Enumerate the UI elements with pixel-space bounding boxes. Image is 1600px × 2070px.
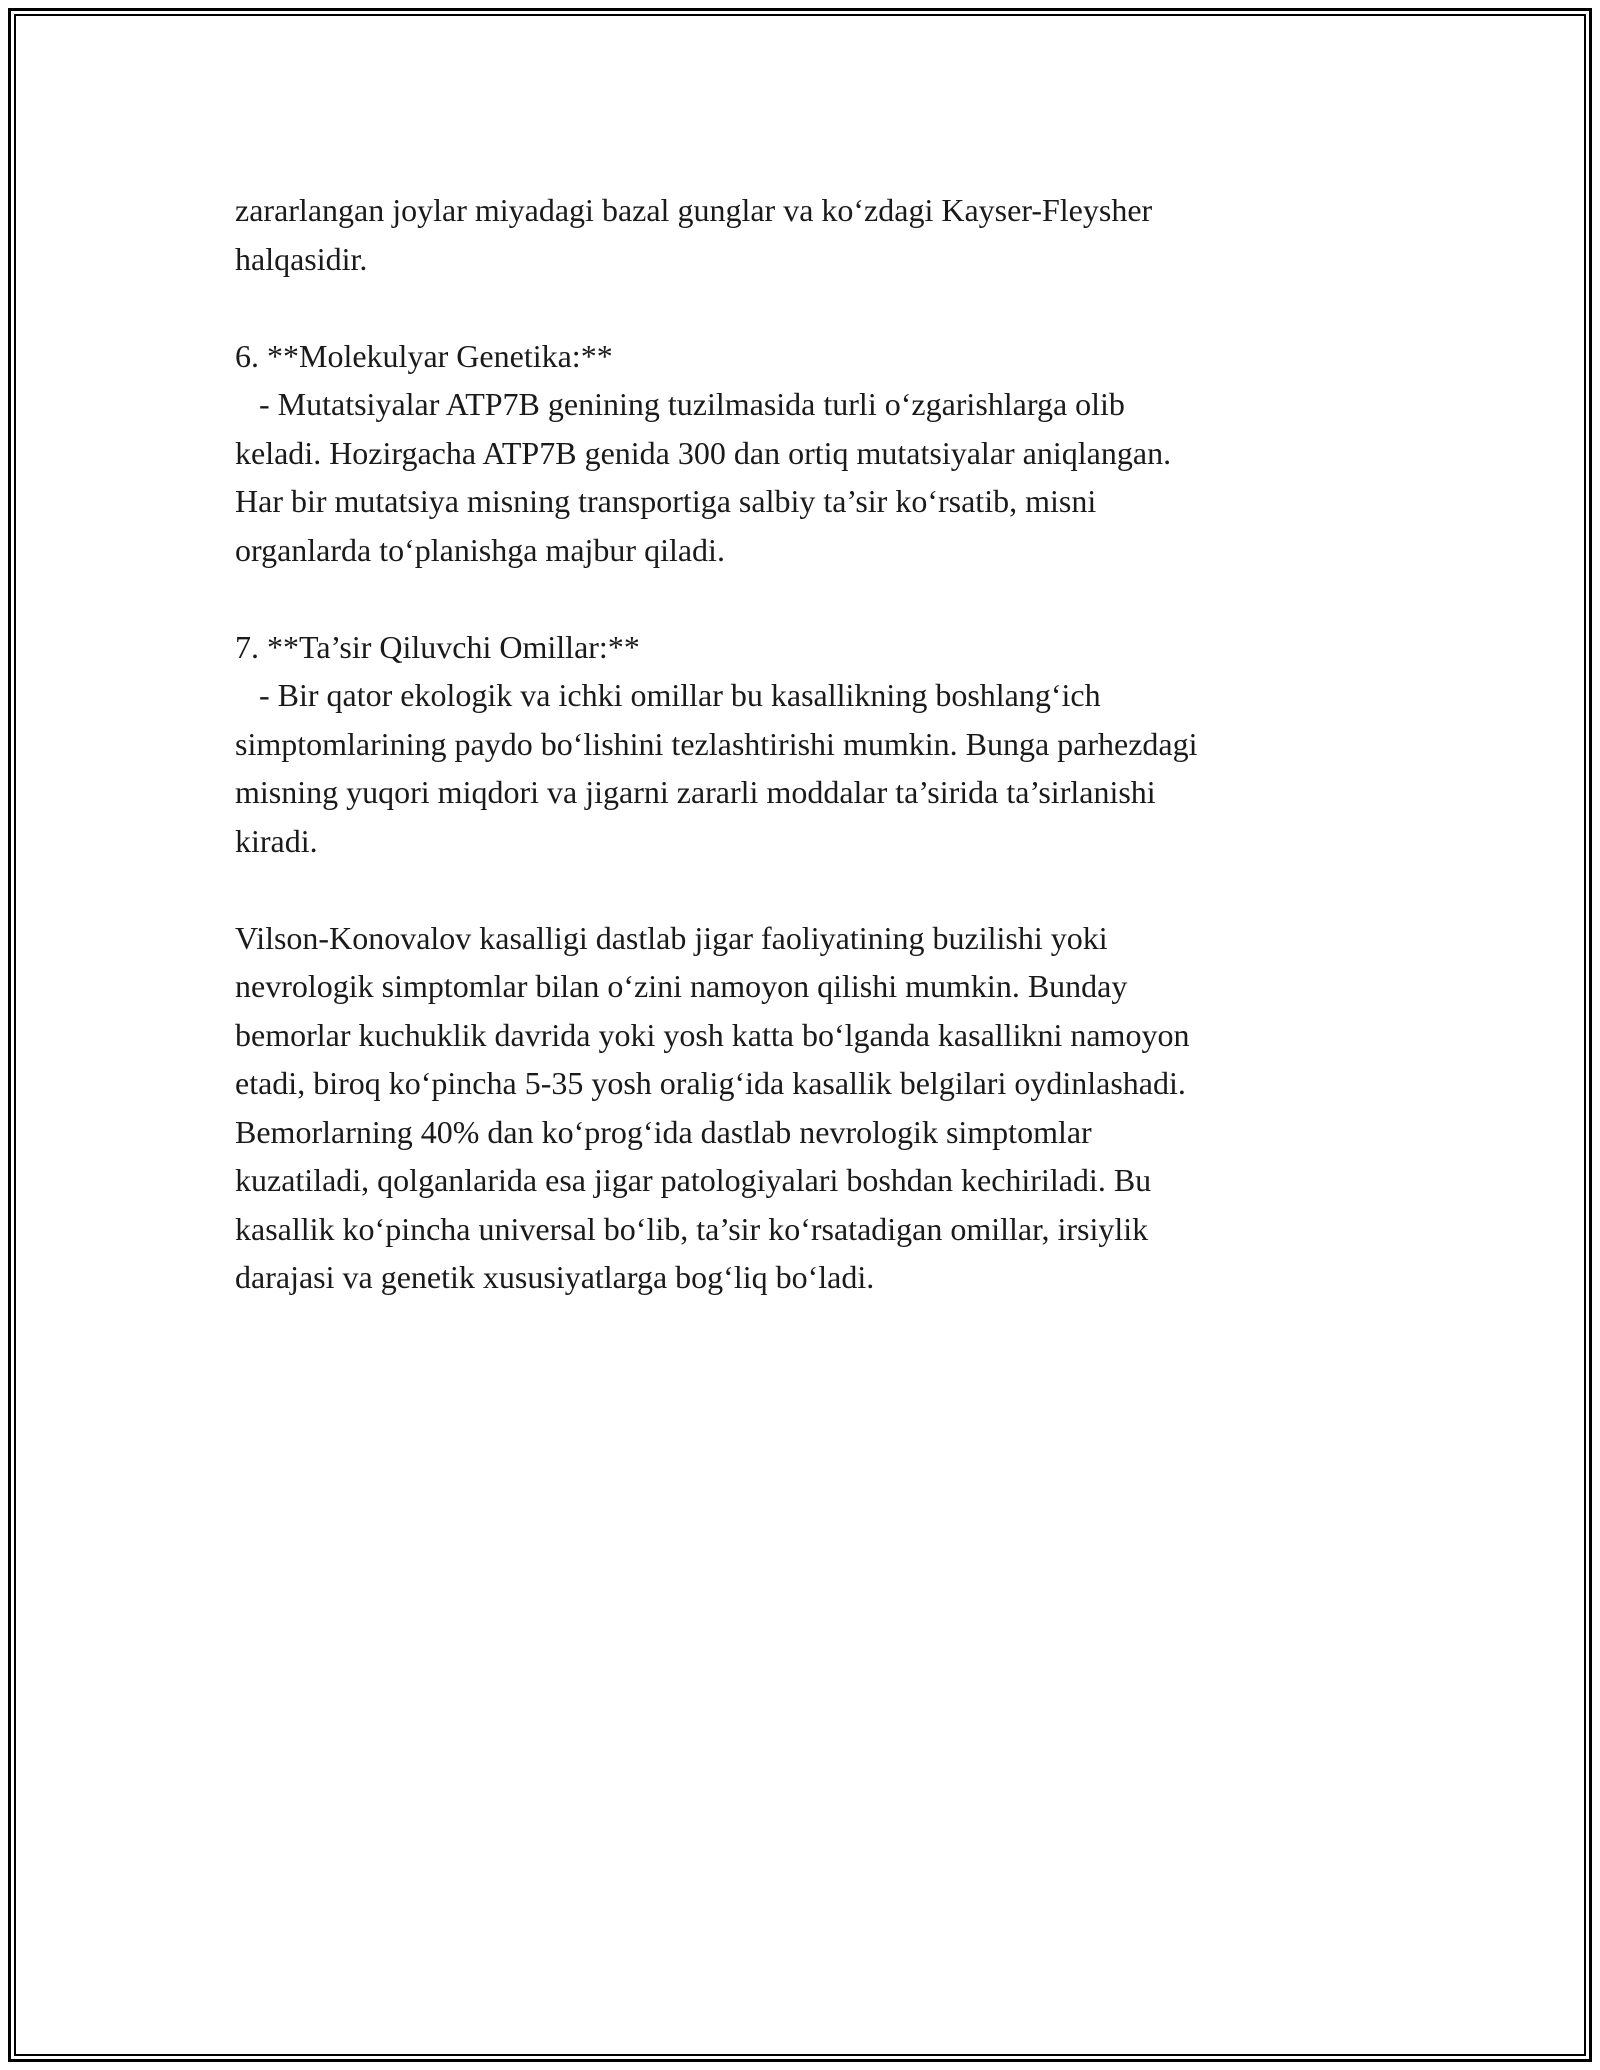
text-line: keladi. Hozirgacha ATP7B genida 300 dan ortiq mutatsiyalar aniqlangan. xyxy=(235,434,1172,471)
section-influencing-factors xyxy=(235,623,1365,866)
text-line: organlarda to‘planishga majbur qiladi. xyxy=(235,531,725,568)
section-heading: 6. **Molekulyar Genetika:** xyxy=(235,337,613,374)
text-line: kiradi. xyxy=(235,822,318,859)
text-line: zararlangan joylar miyadagi bazal gunglar va ko‘zdagi Kayser-Fleysher xyxy=(235,192,1153,228)
text-line: etadi, biroq ko‘pincha 5-35 yosh oralig‘ida kasallik belgilari oydinlashadi. xyxy=(235,1065,1186,1101)
document-body xyxy=(235,186,1365,1350)
section-heading: 7. **Ta’sir Qiluvchi Omillar:** xyxy=(235,628,640,665)
text-line: kuzatiladi, qolganlarida esa jigar patologiyalari boshdan kechiriladi. Bu xyxy=(235,1162,1152,1198)
section-molecular-genetics xyxy=(235,332,1365,575)
text-line: simptomlarining paydo bo‘lishini tezlashtirishi mumkin. Bunga parhezdagi xyxy=(235,725,1198,762)
text-line: - Bir qator ekologik va ichki omillar bu kasallikning boshlang‘ich xyxy=(235,677,1101,713)
text-line: Vilson-Konovalov kasalligi dastlab jigar faoliyatining buzilishi yoki xyxy=(235,919,1108,956)
text-line: Bemorlarning 40% dan ko‘prog‘ida dastlab nevrologik simptomlar xyxy=(235,1113,1092,1150)
paragraph-summary xyxy=(235,914,1365,1302)
text-line: darajasi va genetik xususiyatlarga bog‘liq bo‘ladi. xyxy=(235,1259,875,1295)
text-line: halqasidir. xyxy=(235,240,368,277)
text-line: nevrologik simptomlar bilan o‘zini namoyon qilishi mumkin. Bunday xyxy=(235,968,1128,1004)
paragraph-continuation xyxy=(235,186,1365,283)
text-line: kasallik ko‘pincha universal bo‘lib, ta’sir ko‘rsatadigan omillar, irsiylik xyxy=(235,1210,1149,1247)
text-line: Har bir mutatsiya misning transportiga salbiy ta’sir ko‘rsatib, misni xyxy=(235,483,1097,519)
text-line: misning yuqori miqdori va jigarni zararli moddalar ta’sirida ta’sirlanishi xyxy=(235,774,1156,810)
text-line: - Mutatsiyalar ATP7B genining tuzilmasida turli o‘zgarishlarga olib xyxy=(235,386,1125,422)
text-line: bemorlar kuchuklik davrida yoki yosh katta bo‘lganda kasallikni namoyon xyxy=(235,1016,1190,1053)
